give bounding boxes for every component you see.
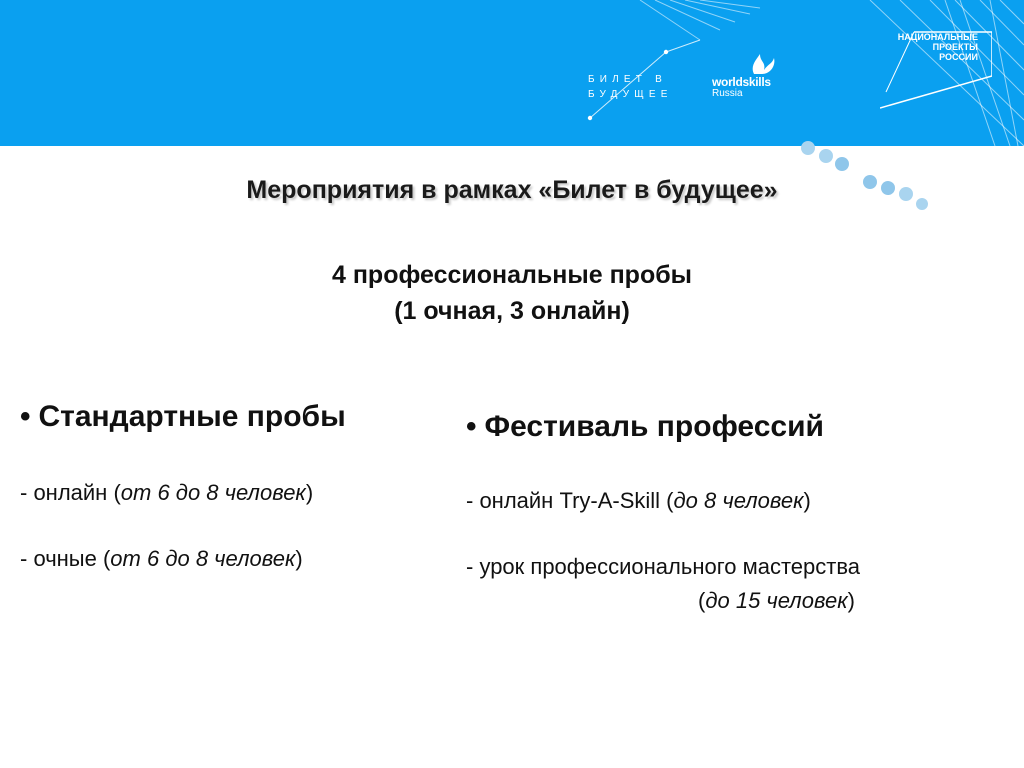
bilet-logo-line1: БИЛЕТ В [588,74,667,85]
nacionalnye-proekty-logo [880,30,992,110]
mastery-lesson-item: - урок профессионального мастерства [466,554,861,579]
header-banner [0,0,1024,146]
in-person-trials-note: от 6 до 8 человек [110,546,296,571]
banner-light-rays [0,0,1024,146]
bullet-icon: • [466,410,477,443]
slide-subtitle [0,257,1024,329]
np-line3: РОССИИ [939,52,978,62]
worldskills-country: Russia [712,88,743,99]
bullet-icon: • [20,400,31,433]
np-line1: НАЦИОНАЛЬНЫЕ [897,32,978,42]
online-trials-label: - онлайн ( [20,480,121,505]
standard-trials-title: Стандартные пробы [38,400,346,433]
mastery-lesson-note: до 15 человек [705,588,848,613]
in-person-trials-item [20,546,303,572]
festival-section [466,410,1006,613]
in-person-trials-label: - очные ( [20,546,111,571]
try-a-skill-item [466,488,811,514]
mastery-lesson-close: ) [847,588,855,613]
bilet-v-budushchee-logo [588,72,673,102]
mastery-lesson-open: ( [698,588,706,613]
subtitle-line2: (1 очная, 3 онлайн) [394,297,630,325]
slide-title: Мероприятия в рамках «Билет в будущее» [246,176,778,204]
online-trials-item [20,480,313,506]
online-trials-close: ) [305,480,314,505]
worldskills-flame-icon [748,50,778,76]
mastery-lesson-note-line [698,588,855,614]
subtitle-line1: 4 профессиональные пробы [331,261,693,289]
try-a-skill-close: ) [803,488,811,513]
try-a-skill-label: - онлайн Try-A-Skill ( [466,488,674,513]
nacionalnye-proekty-text [898,32,978,62]
bilet-logo-line2: БУДУЩЕЕ [588,89,673,100]
online-trials-note: от 6 до 8 человек [120,480,306,505]
worldskills-name: worldskills [712,75,771,89]
worldskills-logo [712,76,771,99]
standard-trials-heading [20,400,450,434]
festival-title: Фестиваль профессий [484,410,824,443]
in-person-trials-close: ) [295,546,303,571]
try-a-skill-note: до 8 человек [673,488,804,513]
standard-trials-section [20,400,450,571]
np-line2: ПРОЕКТЫ [932,42,978,52]
festival-heading [466,410,1006,444]
